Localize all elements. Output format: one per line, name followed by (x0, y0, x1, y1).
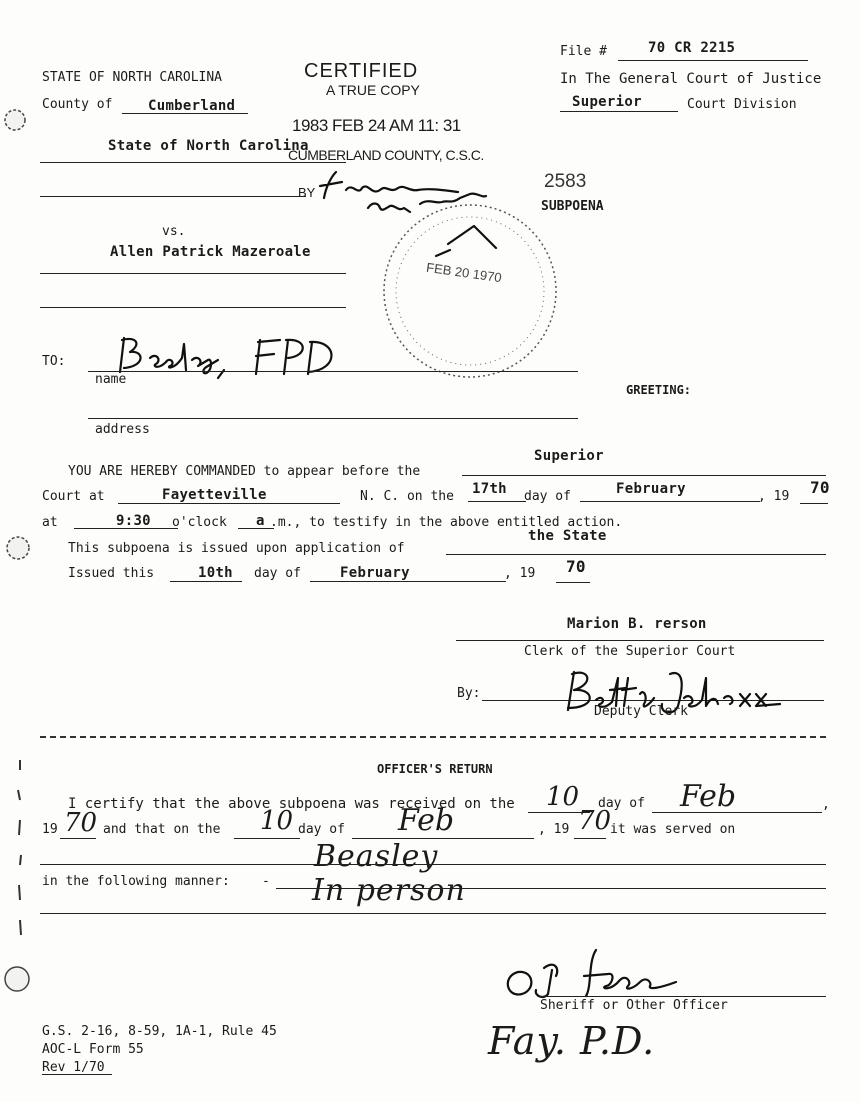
testify-text: .m., to testify in the above entitled action. (270, 515, 623, 530)
command-line-1: YOU ARE HEREBY COMMANDED to appear before the (68, 464, 421, 479)
county-value: Cumberland (148, 98, 236, 114)
issued-month: February (340, 565, 410, 581)
served-on-text: it was served on (610, 822, 736, 837)
issued-label: Issued this (68, 566, 155, 581)
served-year-line (574, 838, 606, 839)
officers-return-title: OFFICER'S RETURN (377, 762, 493, 776)
appearance-time: 9:30 (116, 513, 151, 529)
certify-text: I certify that the above subpoena was received on the (68, 796, 515, 812)
day-line (468, 501, 526, 502)
vs-label: vs. (162, 224, 186, 239)
court-at-label: Court at (42, 489, 105, 504)
received-day: 10 (546, 782, 580, 812)
address-label: address (95, 422, 150, 437)
manner-line (276, 888, 826, 889)
received-day-of: day of (598, 796, 645, 811)
file-number-line (618, 60, 808, 61)
received-seal-stamp (376, 196, 566, 386)
footer-rev: Rev 1/70 (42, 1060, 105, 1075)
greeting-label: GREETING: (626, 383, 692, 397)
served-year: 70 (578, 806, 612, 836)
received-comma: , (822, 797, 830, 812)
appearance-day-of: day of (524, 489, 571, 504)
appearance-month: February (616, 481, 686, 497)
footer-statutes: G.S. 2-16, 8-59, 1A-1, Rule 45 (42, 1024, 277, 1039)
address-line (88, 418, 578, 419)
clerk-name-line (456, 640, 824, 641)
issued-day-line (170, 581, 242, 582)
applicant-line (446, 554, 826, 555)
received-year: 70 (64, 808, 98, 838)
court-of-justice: In The General Court of Justice (560, 71, 822, 87)
at-label: at (42, 515, 58, 530)
issued-day-of: day of (254, 566, 301, 581)
court-city: Fayetteville (162, 487, 267, 503)
true-copy-stamp: A TRUE COPY (326, 82, 420, 98)
issued-year-prefix: , 19 (504, 566, 536, 581)
issued-year: 70 (566, 557, 586, 576)
issued-day: 10th (198, 565, 233, 581)
date-stamp: 1983 FEB 24 AM 11: 31 (292, 116, 461, 135)
deputy-clerk-label: Deputy Clerk (594, 704, 688, 719)
officer-signature (500, 946, 700, 1002)
served-person-line (40, 864, 826, 865)
by-stamp-label: BY (298, 185, 316, 200)
officer-signature-line (540, 996, 826, 997)
ampm-line (238, 528, 274, 529)
received-seal-date: FEB 20 1970 (425, 259, 503, 286)
defendant-line (40, 273, 346, 274)
county-label: County of (42, 97, 113, 112)
plaintiff-name: State of North Carolina (108, 138, 309, 154)
defendant-line-2 (40, 307, 346, 308)
file-label: File # (560, 44, 607, 59)
recipient-name-signature (112, 330, 342, 380)
received-month-line (652, 812, 822, 813)
division-line (560, 111, 678, 112)
year-line (800, 503, 828, 504)
service-manner: In person (312, 873, 466, 908)
served-day-of: day of (298, 822, 345, 837)
manner-colon-dash: - (262, 874, 270, 889)
served-day: 10 (260, 806, 294, 836)
defendant-name: Allen Patrick Mazeroale (110, 244, 311, 260)
appearance-year: 70 (810, 478, 830, 497)
section-divider (40, 736, 826, 738)
issued-year-line (556, 582, 590, 583)
division-label: Court Division (687, 97, 797, 112)
county-csc-stamp: CUMBERLAND COUNTY, C.S.C. (288, 147, 484, 163)
time-line (74, 528, 178, 529)
binder-hole-top (2, 106, 28, 134)
certified-stamp: CERTIFIED (304, 60, 419, 82)
served-year-prefix: , 19 (538, 822, 570, 837)
appearance-day: 17th (472, 481, 507, 497)
issued-month-line (310, 581, 506, 582)
clerk-title: Clerk of the Superior Court (524, 644, 736, 659)
nc-on-the: N. C. on the (360, 489, 454, 504)
served-person: Beasley (314, 839, 439, 874)
clerk-name: Marion B. rerson (567, 616, 707, 632)
file-number: 70 CR 2215 (648, 40, 736, 56)
binder-hole-bottom (2, 962, 32, 996)
received-year-prefix: 19 (42, 822, 58, 837)
officer-agency: Fay. P.D. (488, 1019, 656, 1063)
application-label: This subpoena is issued upon application of (68, 541, 405, 556)
to-label: TO: (42, 354, 66, 369)
name-label: name (95, 372, 127, 387)
month-line (580, 501, 760, 502)
manner-line-2 (40, 913, 826, 914)
served-month: Feb (398, 803, 455, 838)
served-text: and that on the (103, 822, 221, 837)
received-month: Feb (680, 779, 737, 814)
officer-label: Sheriff or Other Officer (540, 998, 728, 1013)
case-stamp-number: 2583 (544, 171, 587, 192)
oclock-label: o'clock (172, 515, 227, 530)
court-name-line (462, 475, 826, 476)
manner-label: in the following manner: (42, 874, 230, 889)
binder-hole-middle (4, 533, 32, 563)
state-heading: STATE OF NORTH CAROLINA (42, 70, 223, 85)
served-day-line (234, 838, 300, 839)
applicant-name: the State (528, 528, 607, 544)
footer-form: AOC-L Form 55 (42, 1042, 144, 1057)
clerk-by-label: By: (457, 686, 481, 701)
footer-rev-underline (42, 1074, 112, 1075)
subpoena-label: SUBPOENA (541, 199, 604, 214)
city-line (118, 503, 340, 504)
left-edge-marks (12, 760, 28, 960)
name-line (88, 371, 578, 372)
county-line (122, 113, 248, 114)
appearance-year-prefix: , 19 (758, 489, 790, 504)
plaintiff-line-2 (40, 196, 306, 197)
division-value: Superior (572, 94, 642, 110)
plaintiff-line (40, 162, 346, 163)
received-year-line (60, 838, 96, 839)
am-pm: a (256, 513, 265, 529)
court-name: Superior (534, 448, 604, 464)
